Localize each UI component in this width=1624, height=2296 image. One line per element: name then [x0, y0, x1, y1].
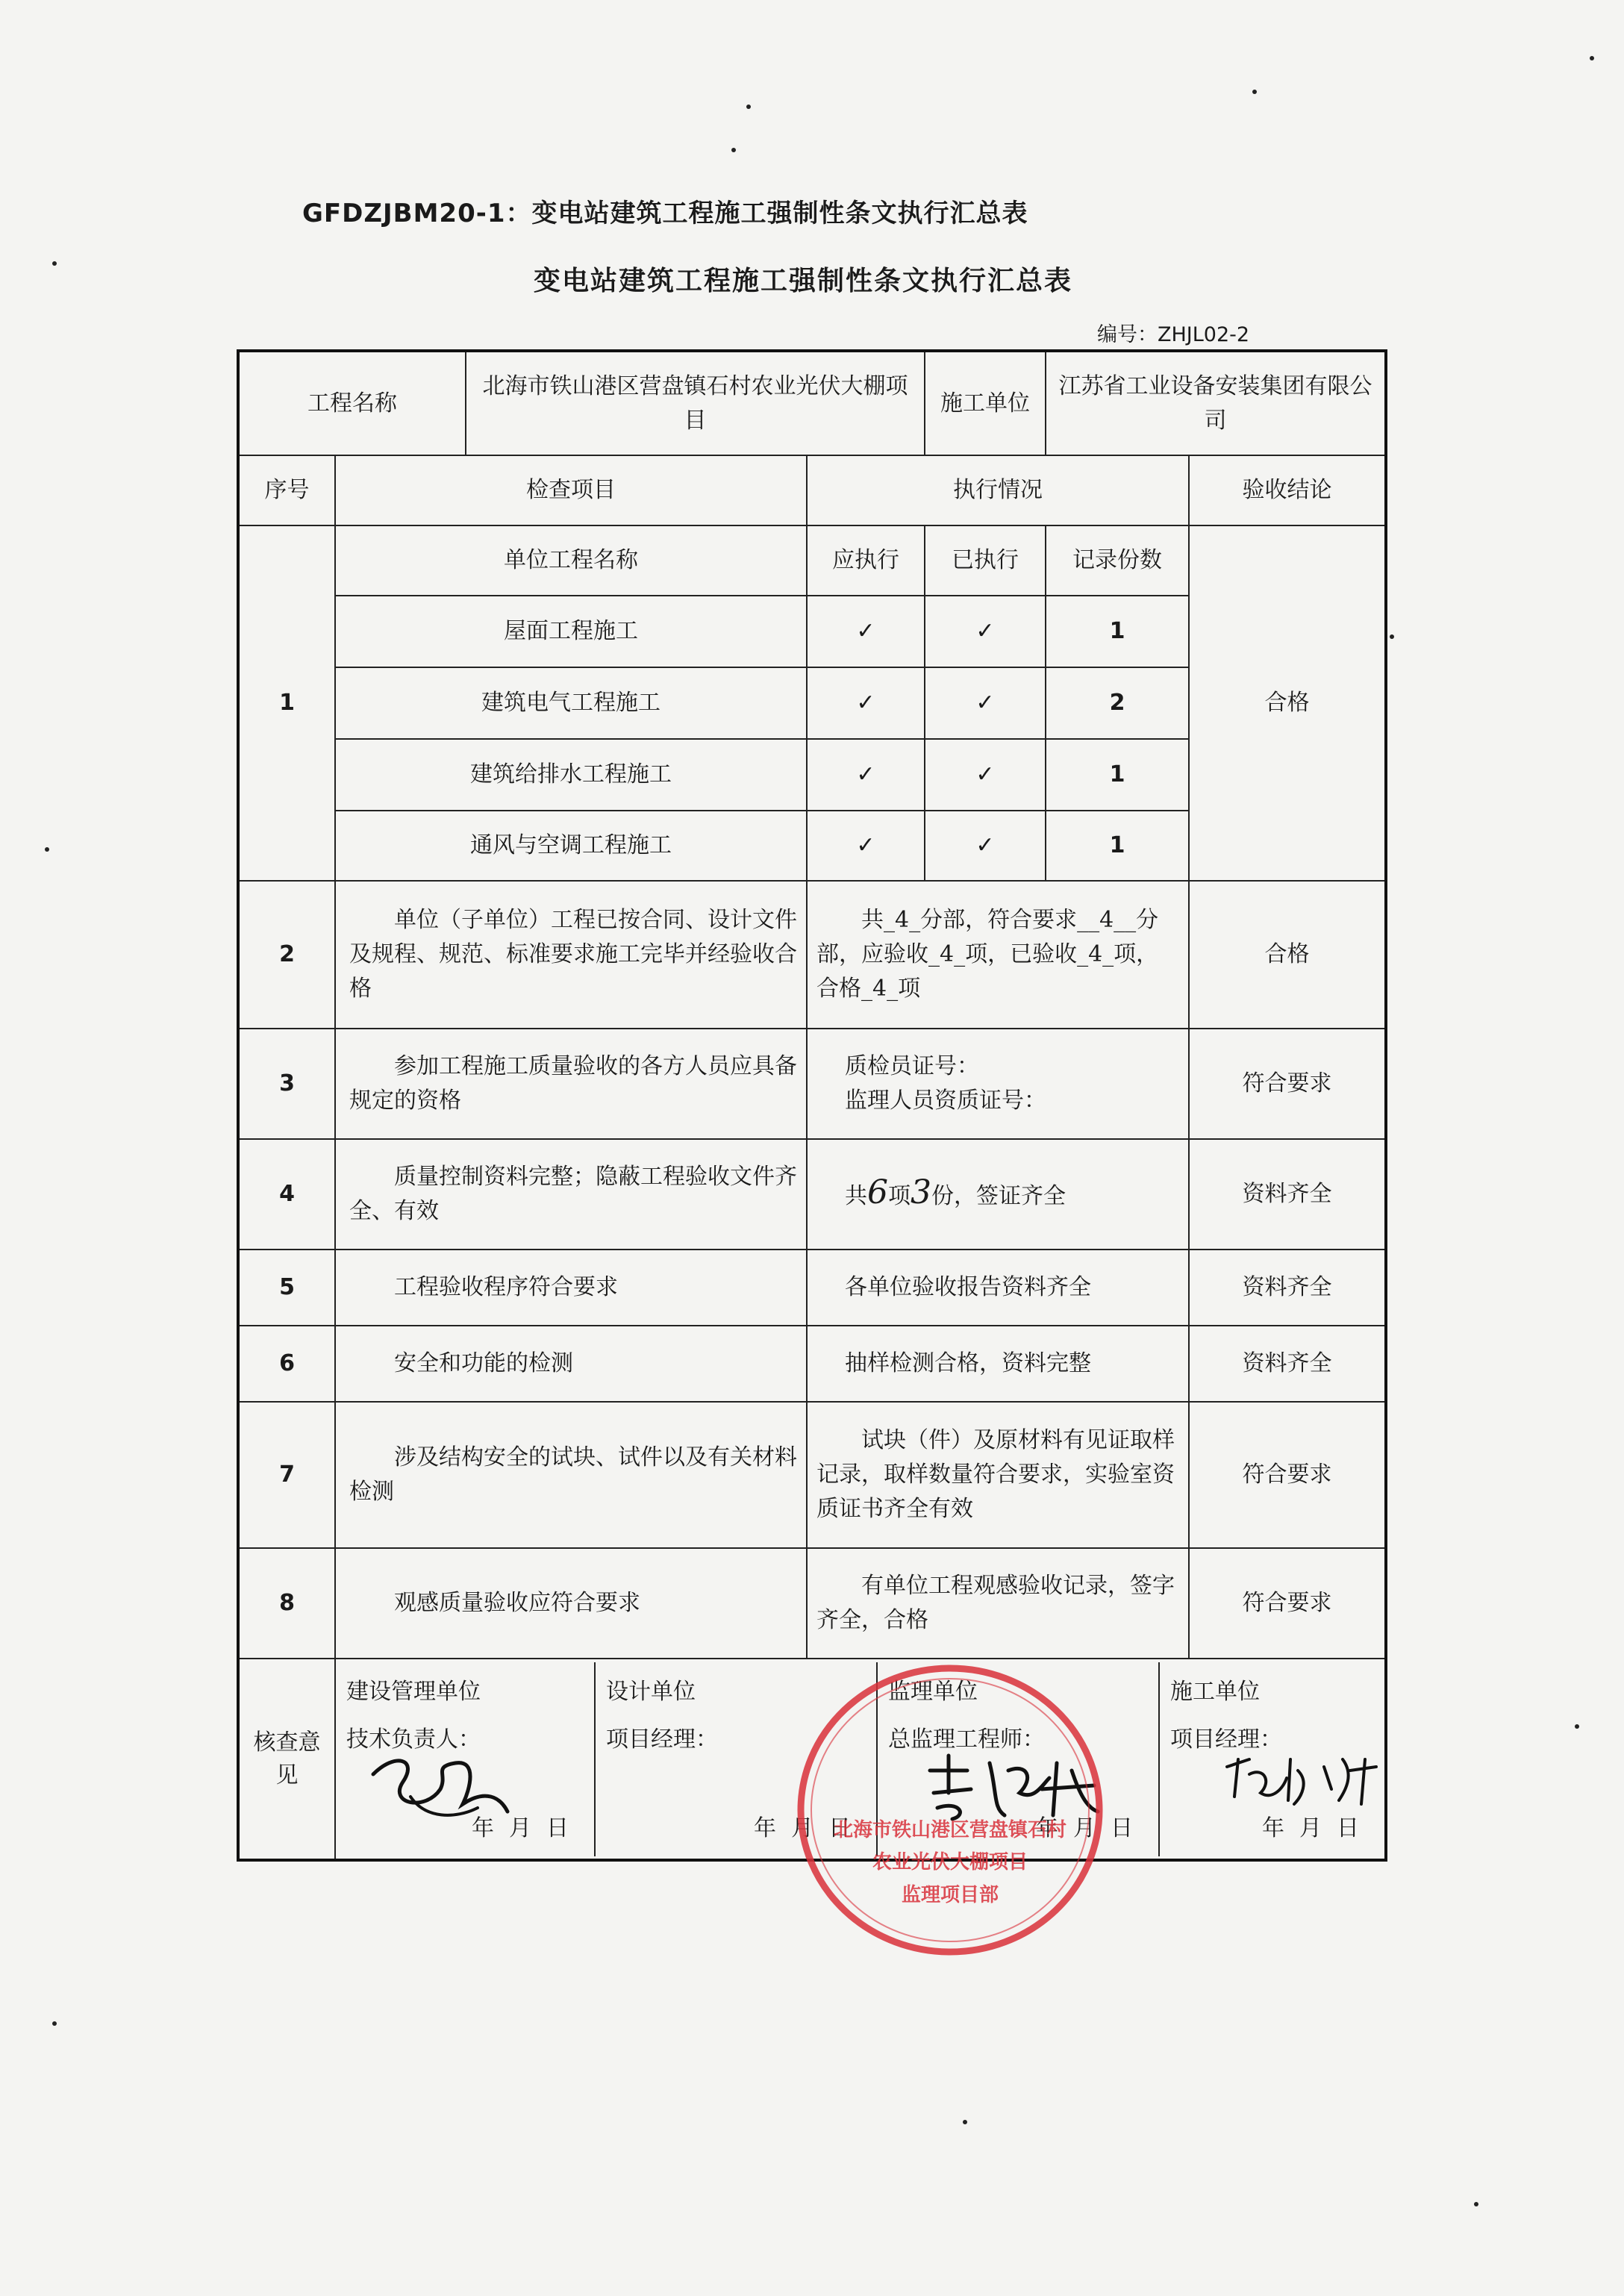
signer-role: 总监理工程师：	[888, 1726, 1045, 1753]
status-text: 项	[888, 1182, 911, 1209]
table-row	[238, 1402, 1386, 1548]
summary-table	[237, 349, 1387, 1862]
sign-date: 年月日	[1262, 1815, 1374, 1841]
scan-speck	[1590, 56, 1594, 60]
check-mark: ✓	[807, 667, 925, 739]
section1-sub-header	[238, 525, 1386, 596]
signer-role: 技术负责人：	[346, 1726, 481, 1753]
sub-item-name: 通风与空调工程施工	[335, 811, 807, 881]
seal-text: 监理项目部	[901, 1884, 999, 1906]
conclusion: 符合要求	[1189, 1548, 1386, 1659]
sign-date: 年月日	[754, 1815, 866, 1841]
seal-text: 北海市铁山港区营盘镇石村	[833, 1819, 1067, 1841]
unit-name: 监理单位	[888, 1678, 978, 1705]
check-mark: ✓	[807, 739, 925, 811]
review-label: 核查意见	[238, 1659, 335, 1860]
conclusion: 符合要求	[1189, 1029, 1386, 1139]
check-item: 质量控制资料完整；隐蔽工程验收文件齐全、有效	[335, 1139, 807, 1250]
contractor-value: 江苏省工业设备安装集团有限公司	[1046, 351, 1386, 455]
seal-text: 农业光伏大棚项目	[872, 1851, 1028, 1874]
scan-speck	[1575, 1724, 1579, 1729]
sub-item-name: 屋面工程施工	[335, 596, 807, 667]
check-item: 参加工程施工质量验收的各方人员应具备规定的资格	[335, 1029, 807, 1139]
check-item: 工程验收程序符合要求	[335, 1250, 807, 1326]
execution-status	[807, 1029, 1189, 1139]
check-mark: ✓	[925, 811, 1046, 881]
document-title: 变电站建筑工程施工强制性条文执行汇总表	[534, 266, 1073, 296]
conclusion: 资料齐全	[1189, 1326, 1386, 1402]
sub-header-records: 记录份数	[1046, 525, 1189, 596]
sub-item-name: 建筑给排水工程施工	[335, 739, 807, 811]
execution-status: 试块（件）及原材料有见证取样记录，取样数量符合要求，实验室资质证书齐全有效	[807, 1402, 1189, 1548]
contractor-label: 施工单位	[925, 351, 1046, 455]
check-mark: ✓	[807, 596, 925, 667]
row-no: 6	[238, 1326, 335, 1402]
table-row	[238, 1548, 1386, 1659]
conclusion: 资料齐全	[1189, 1139, 1386, 1250]
conclusion: 合格	[1189, 881, 1386, 1029]
sub-header-done: 已执行	[925, 525, 1046, 596]
signature-contractor	[1160, 1662, 1384, 1856]
check-mark: ✓	[925, 667, 1046, 739]
status-line: 质检员证号：	[845, 1053, 979, 1079]
check-item: 涉及结构安全的试块、试件以及有关材料检测	[335, 1402, 807, 1548]
record-count: 1	[1046, 596, 1189, 667]
unit-name: 施工单位	[1170, 1678, 1260, 1705]
col-header-no: 序号	[238, 455, 335, 525]
handwritten-count: 6	[867, 1173, 888, 1211]
col-header-status: 执行情况	[807, 455, 1189, 525]
table-row	[238, 1326, 1386, 1402]
check-mark: ✓	[925, 739, 1046, 811]
status-text: 份，签证齐全	[931, 1182, 1066, 1209]
status-text: 共	[845, 1182, 867, 1209]
status-line: 监理人员资质证号：	[845, 1088, 1046, 1114]
execution-status: 抽样检测合格，资料完整	[807, 1326, 1189, 1402]
col-header-item: 检查项目	[335, 455, 807, 525]
check-item: 观感质量验收应符合要求	[335, 1548, 807, 1659]
column-header-row	[238, 455, 1386, 525]
official-seal	[793, 1661, 1107, 1959]
scan-speck	[52, 261, 57, 266]
sign-date: 年月日	[472, 1815, 584, 1841]
sub-item-name: 建筑电气工程施工	[335, 667, 807, 739]
check-item: 单位（子单位）工程已按合同、设计文件及规程、规范、标准要求施工完毕并经验收合格	[335, 881, 807, 1029]
table-row	[238, 881, 1386, 1029]
project-name-value: 北海市铁山港区营盘镇石村农业光伏大棚项目	[466, 351, 925, 455]
check-item: 安全和功能的检测	[335, 1326, 807, 1402]
row-no: 3	[238, 1029, 335, 1139]
unit-name: 设计单位	[606, 1678, 696, 1705]
project-row	[238, 351, 1386, 455]
handwritten-signature	[1219, 1744, 1384, 1812]
conclusion: 符合要求	[1189, 1402, 1386, 1548]
record-count: 1	[1046, 811, 1189, 881]
execution-status: 各单位验收报告资料齐全	[807, 1250, 1189, 1326]
scan-speck	[731, 148, 736, 152]
handwritten-count: 3	[911, 1173, 931, 1211]
conclusion: 资料齐全	[1189, 1250, 1386, 1326]
record-count: 1	[1046, 739, 1189, 811]
row-no: 4	[238, 1139, 335, 1250]
scan-speck	[45, 847, 49, 852]
row-no: 5	[238, 1250, 335, 1326]
signature-owner	[336, 1662, 596, 1856]
sub-header-name: 单位工程名称	[335, 525, 807, 596]
sub-header-should: 应执行	[807, 525, 925, 596]
table-row	[238, 1029, 1386, 1139]
scan-speck	[746, 104, 751, 109]
signer-role: 项目经理：	[606, 1726, 718, 1753]
signer-role: 项目经理：	[1170, 1726, 1282, 1753]
row-no: 7	[238, 1402, 335, 1548]
row-no: 8	[238, 1548, 335, 1659]
scan-speck	[1252, 90, 1257, 94]
record-count: 2	[1046, 667, 1189, 739]
execution-status: 共_4_分部，符合要求__4__分部，应验收_4_项，已验收_4_项，合格_4_项	[807, 881, 1189, 1029]
execution-status: 有单位工程观感验收记录，签字齐全，合格	[807, 1548, 1189, 1659]
table-row	[238, 1139, 1386, 1250]
check-mark: ✓	[925, 596, 1046, 667]
table-row	[238, 1250, 1386, 1326]
document-number: 编号：ZHJL02-2	[1097, 323, 1250, 346]
scan-speck	[1474, 2202, 1478, 2206]
execution-status	[807, 1139, 1189, 1250]
row-no: 2	[238, 881, 335, 1029]
unit-name: 建设管理单位	[346, 1678, 481, 1705]
row-no: 1	[238, 525, 335, 881]
scan-speck	[963, 2120, 967, 2124]
project-name-label: 工程名称	[238, 351, 466, 455]
check-mark: ✓	[807, 811, 925, 881]
scan-speck	[52, 2021, 57, 2026]
col-header-conclusion: 验收结论	[1189, 455, 1386, 525]
scan-speck	[1390, 634, 1394, 639]
document-code: GFDZJBM20-1：变电站建筑工程施工强制性条文执行汇总表	[302, 199, 1028, 228]
section1-conclusion: 合格	[1189, 525, 1386, 881]
sign-date: 年月日	[1036, 1815, 1148, 1841]
